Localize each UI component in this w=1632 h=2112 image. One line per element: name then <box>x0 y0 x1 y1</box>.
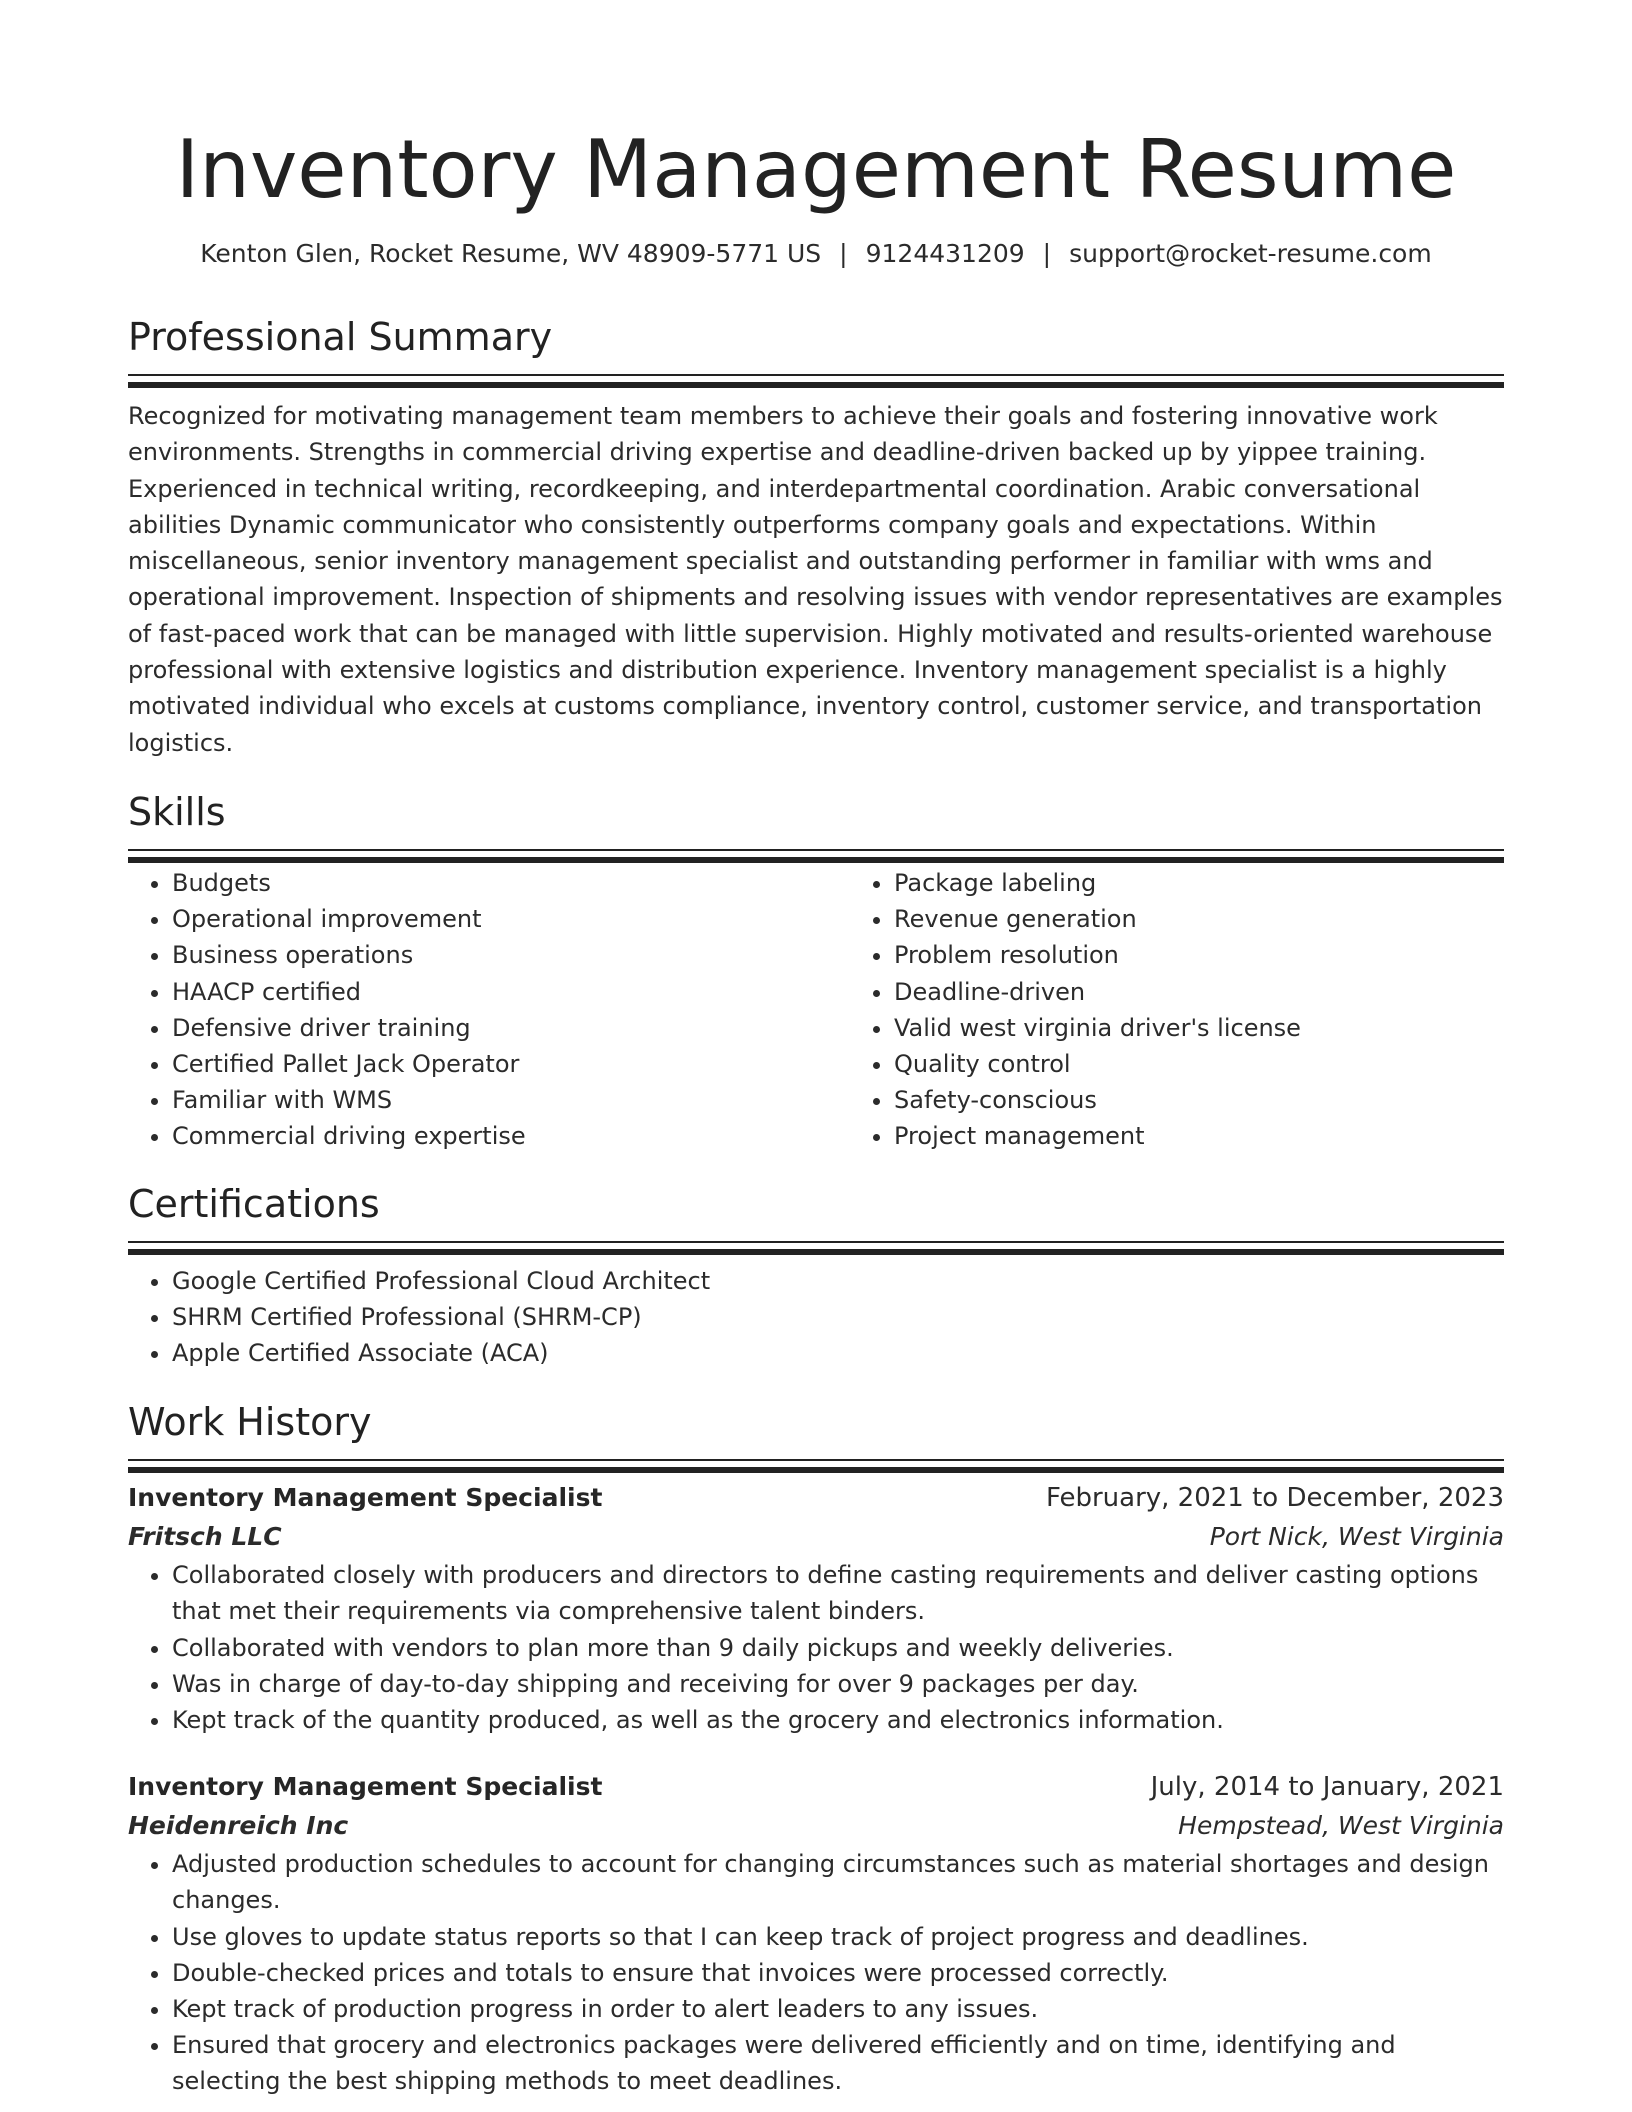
job-company: Heidenreich Inc <box>128 1811 349 1841</box>
resume-title: Inventory Management Resume <box>175 123 1457 216</box>
contact-email: support@rocket-resume.com <box>1069 239 1432 268</box>
work-history-heading: Work History <box>128 1400 372 1445</box>
contact-phone: 9124431209 <box>865 239 1025 268</box>
skills-section <box>128 789 1504 1155</box>
section-divider <box>128 1459 1504 1461</box>
list-item: • Ensured that grocery and electronics packages were delivered efficiently and on time, identifying and selecting the best shipping methods to meet deadlines. <box>172 2027 1504 2099</box>
list-item: • Kept track of production progress in order to alert leaders to any issues. <box>172 1991 1504 2027</box>
section-divider <box>128 849 1504 851</box>
skills-heading: Skills <box>128 789 226 834</box>
job-entry <box>128 1479 1504 1738</box>
summary-section <box>128 314 1504 761</box>
list-item: • SHRM Certified Professional (SHRM-CP) <box>172 1299 1504 1335</box>
certifications-heading: Certifications <box>128 1181 380 1226</box>
list-item: • Valid west virginia driver's license <box>894 1010 1572 1046</box>
job-title: Inventory Management Specialist <box>128 1772 603 1802</box>
job-entry <box>128 1768 1504 2099</box>
list-item: • Safety-conscious <box>894 1082 1572 1118</box>
list-item: • Use gloves to update status reports so that I can keep track of project progress and deadlines. <box>172 1919 1504 1955</box>
job-bullets <box>128 1557 1504 1738</box>
job-dates: July, 2014 to January, 2021 <box>1150 1772 1504 1803</box>
list-item: • Quality control <box>894 1046 1572 1082</box>
list-item: • Kept track of the quantity produced, as well as the grocery and electronics information. <box>172 1702 1504 1738</box>
list-item: • Commercial driving expertise <box>172 1118 850 1154</box>
list-item: • Operational improvement <box>172 901 850 937</box>
list-item: • Apple Certified Associate (ACA) <box>172 1335 1504 1371</box>
summary-heading: Professional Summary <box>128 315 553 359</box>
list-item: • Certified Pallet Jack Operator <box>172 1046 850 1082</box>
job-location: Port Nick, West Virginia <box>1209 1522 1504 1552</box>
list-item: • Project management <box>894 1118 1572 1154</box>
contact-address: Kenton Glen, Rocket Resume, WV 48909-5771 US <box>200 239 822 268</box>
list-item: • Problem resolution <box>894 937 1572 973</box>
list-item: • Defensive driver training <box>172 1010 850 1046</box>
list-item: • Budgets <box>172 865 850 901</box>
certifications-section <box>128 1181 1504 1372</box>
section-divider <box>128 374 1504 376</box>
skills-list-left <box>128 865 850 1155</box>
job-title: Inventory Management Specialist <box>128 1483 603 1513</box>
list-item: • Deadline-driven <box>894 974 1572 1010</box>
list-item: • Google Certified Professional Cloud Architect <box>172 1263 1504 1299</box>
summary-text: Recognized for motivating management team members to achieve their goals and fostering innovative work environments. Strengths in commercial driving expertise and deadline-driven backed up by yippee training. Experienced in technical writing, recordkeeping, and interdepartmental coordination. Arabic conversational abilities Dynamic communicator who consistently outperforms company goals and expectations. Within miscellaneous, senior inventory management specialist and outstanding performer in familiar with wms and operational improvement. Inspection of shipments and resolving issues with vendor representatives are examples of fast-paced work that can be managed with little supervision. Highly motivated and results-oriented warehouse professional with extensive logistics and distribution experience. Inventory management specialist is a highly motivated individual who excels at customs compliance, inventory control, customer service, and transportation logistics. <box>128 402 1503 757</box>
certifications-list <box>128 1263 1504 1372</box>
job-dates: February, 2021 to December, 2023 <box>1045 1483 1504 1514</box>
list-item: • Collaborated with vendors to plan more than 9 daily pickups and weekly deliveries. <box>172 1630 1504 1666</box>
work-history-section <box>128 1399 1504 2099</box>
list-item: • Collaborated closely with producers and directors to define casting requirements and deliver casting options that met their requirements via comprehensive talent binders. <box>172 1557 1504 1629</box>
job-company: Fritsch LLC <box>128 1522 282 1552</box>
job-location: Hempstead, West Virginia <box>1178 1811 1504 1841</box>
list-item: • Double-checked prices and totals to ensure that invoices were processed correctly. <box>172 1955 1504 1991</box>
list-item: • Adjusted production schedules to account for changing circumstances such as material shortages and design changes. <box>172 1846 1504 1918</box>
skills-list-right <box>850 865 1572 1155</box>
list-item: • Familiar with WMS <box>172 1082 850 1118</box>
contact-separator: | <box>1042 239 1052 268</box>
list-item: • HAACP certified <box>172 974 850 1010</box>
contact-separator: | <box>839 239 848 268</box>
contact-line <box>128 238 1504 270</box>
list-item: • Business operations <box>172 937 850 973</box>
resume-page <box>128 0 1504 2100</box>
job-bullets <box>128 1846 1504 2099</box>
list-item: • Package labeling <box>894 865 1572 901</box>
list-item: • Was in charge of day-to-day shipping and receiving for over 9 packages per day. <box>172 1666 1504 1702</box>
section-divider <box>128 1241 1504 1243</box>
list-item: • Revenue generation <box>894 901 1572 937</box>
